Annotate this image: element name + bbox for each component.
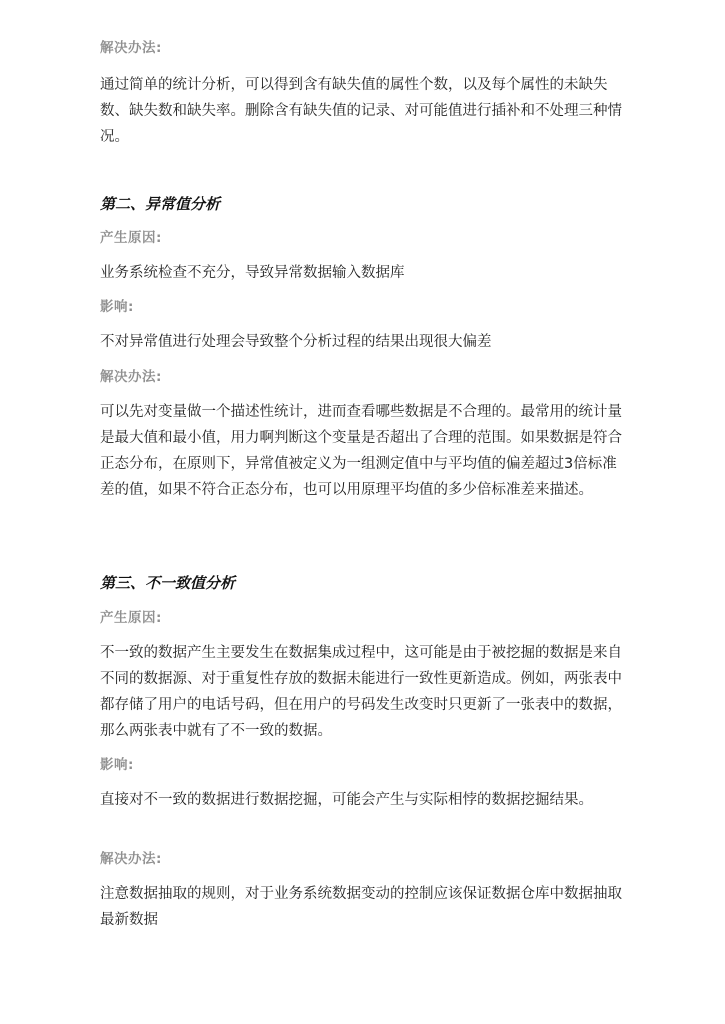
section3-cause-text: 不一致的数据产生主要发生在数据集成过程中，这可能是由于被挖掘的数据是来自不同的数据源、对于重复性存放的数据未能进行一致性更新造成。例如，两张表中都存储了用户的电话号码，但在用户的号码发生改变时只更新了一张表中的数据，那么两张表中就有了不一致的数据。: [100, 645, 622, 739]
section3-solution-text: 注意数据抽取的规则，对于业务系统数据变动的控制应该保证数据仓库中数据抽取最新数据: [100, 886, 622, 928]
section3-heading: 第三、不一致值分析: [100, 574, 236, 592]
section3-cause-label: 产生原因:: [100, 610, 162, 626]
section3-impact-label: 影响:: [100, 757, 134, 773]
intro-solution-text: 通过简单的统计分析，可以得到含有缺失值的属性个数，以及每个属性的未缺失数、缺失数和缺失率。删除含有缺失值的记录、对可能值进行插补和不处理三种情况。: [100, 77, 622, 145]
section3-solution-label: 解决办法:: [100, 851, 162, 867]
section2-solution-text: 可以先对变量做一个描述性统计，进而查看哪些数据是不合理的。最常用的统计量是最大值和最小值，用力啊判断这个变量是否超出了合理的范围。如果数据是符合正态分布，在原则下，异常值被定义为一组测定值中与平均值的偏差超过3倍标准差的值，如果不符合正态分布，也可以用原理平均值的多少倍标准差来描述。: [100, 404, 622, 498]
section2-cause-text: 业务系统检查不充分，导致异常数据输入数据库: [100, 265, 405, 281]
section3-impact-text: 直接对不一致的数据进行数据挖掘，可能会产生与实际相悖的数据挖掘结果。: [100, 792, 593, 808]
section2-cause-label: 产生原因:: [100, 230, 162, 246]
section2-heading: 第二、异常值分析: [100, 195, 221, 213]
intro-solution-label: 解决办法:: [100, 40, 162, 56]
section2-impact-text: 不对异常值进行处理会导致整个分析过程的结果出现很大偏差: [100, 334, 492, 350]
section2-solution-label: 解决办法:: [100, 369, 162, 385]
section2-impact-label: 影响:: [100, 299, 134, 315]
